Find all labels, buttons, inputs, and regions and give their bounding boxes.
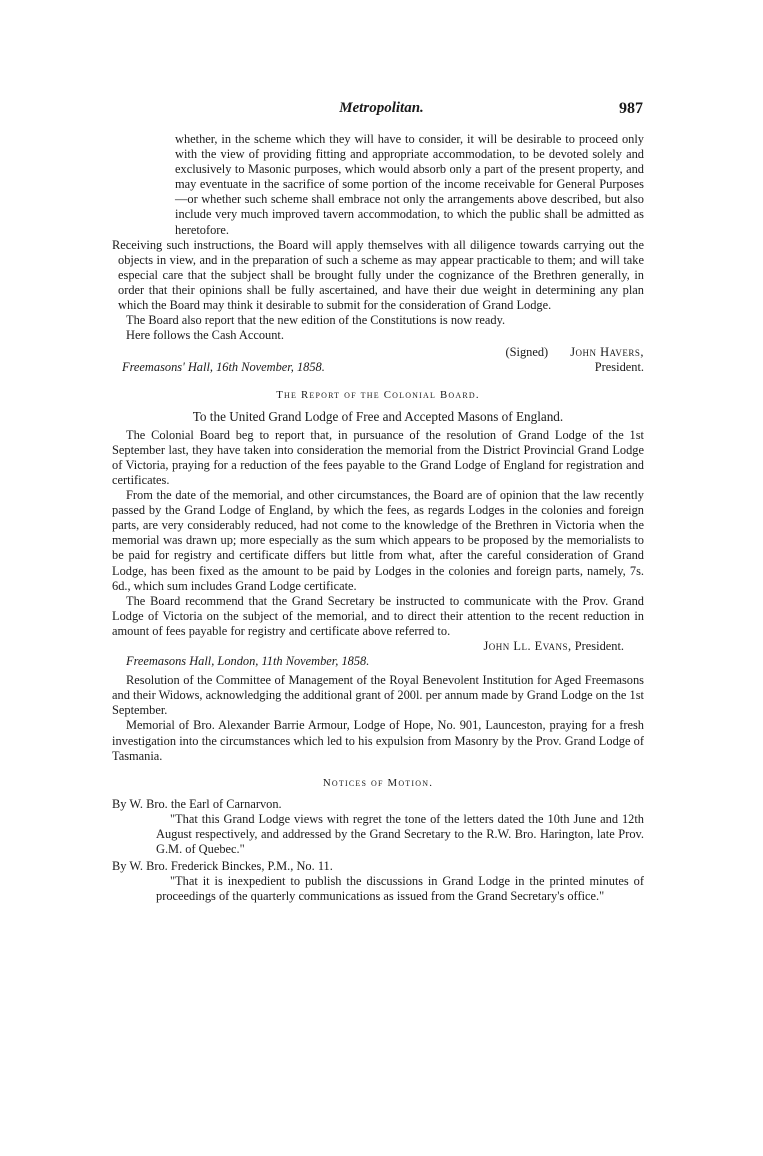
running-head — [0, 100, 763, 122]
signatory-havers: John Havers, — [570, 345, 644, 360]
notice-2-text: "That it is inexpedient to publish the discussions in Grand Lodge in the printed minutes of proceedings of the quarterly communications as issued from the Grand Secretary's office." — [156, 874, 644, 904]
indented-instruction-block: whether, in the scheme which they will have to consider, it will be desirable to proceed only with the view of providing fitting and appropriate accommodation, to be devoted solely and exclusively to Masonic purposes, which would absorb only a part of the present property, and may eventuate in the sacrifice of some portion of the income receivable for General Purposes—or whether such scheme shall embrace not only the arrangements above described, but also include very much improved tavern accommodation, to which the public shall be admitted as heretofore. — [175, 132, 644, 237]
signature-line — [112, 345, 644, 360]
signoff-evans — [112, 639, 644, 654]
title-havers: President. — [594, 360, 644, 375]
dateline-havers — [112, 360, 644, 375]
paragraph-constitutions: The Board also report that the new edition of the Constitutions is now ready. — [126, 313, 506, 328]
notice-1-text: "That this Grand Lodge views with regret the tone of the letters dated the 10th June and 12th August respectively, and addressed by the Grand Secretary to the R.W. Bro. Harington, late Prov. G.M. of Quebec." — [156, 811, 644, 857]
paragraph-memorial: Memorial of Bro. Alexander Barrie Armour, Lodge of Hope, No. 901, Launceston, praying for a fresh investigation into the circumstances which led to his expulsion from Masonry by the Prov. Grand Lodge of Tasmania. — [112, 718, 644, 763]
paragraph-receiving-instructions: Receiving such instructions, the Board will apply themselves with all diligence towards carrying out the objects in view, and in the preparation of such a scheme as may appear practicable to them; and will take especial care that the subject shall be brought fully under the cognizance of the Brethren generally, in order that their opinions shall be fully ascertained, and have their due weight in determining any plan which the Board may think it desirable to submit for the consideration of Grand Lodge. — [112, 237, 644, 313]
running-title: Metropolitan. — [339, 100, 424, 116]
paragraph-colonial-3: The Board recommend that the Grand Secretary be instructed to communicate with the Prov. Grand Lodge of Victoria on the subject of the memorial, and to direct their attention to the recent reduction in amount of fees payable for registry and certificate above referred to. — [112, 593, 644, 638]
paragraph-colonial-1: The Colonial Board beg to report that, in pursuance of the resolution of Grand Lodge of the 1st September last, they have taken into consideration the memorial from the District Provincial Grand Lodge of Victoria, praying for a reduction of the fees payable to the Grand Lodge of England for registration and certificates. — [112, 427, 644, 487]
signed-label: (Signed) — [505, 345, 549, 360]
notice-2-mover: By W. Bro. Frederick Binckes, P.M., No. 11. — [112, 859, 333, 874]
addressee-line: To the United Grand Lodge of Free and Accepted Masons of England. — [192, 408, 564, 424]
notice-1-mover: By W. Bro. the Earl of Carnarvon. — [112, 796, 282, 811]
signatory-evans: John Ll. Evans, — [483, 639, 572, 653]
paragraph-cash-account: Here follows the Cash Account. — [126, 328, 284, 343]
title-evans: President. — [574, 639, 624, 653]
date-evans: Freemasons Hall, London, 11th November, 1858. — [126, 654, 370, 669]
heading-colonial-board: The Report of the Colonial Board. — [276, 388, 480, 401]
page-number: 987 — [619, 100, 643, 117]
heading-notices-of-motion: Notices of Motion. — [322, 776, 434, 789]
date-havers: Freemasons' Hall, 16th November, 1858. — [122, 360, 325, 375]
paragraph-resolution: Resolution of the Committee of Management of the Royal Benevolent Institution for Aged Freemasons and their Widows, acknowledging the additional grant of 200l. per annum made by Grand Lodge on the 1st September. — [112, 673, 644, 718]
body-text — [112, 132, 644, 905]
paragraph-colonial-2: From the date of the memorial, and other circumstances, the Board are of opinion that the law recently passed by the Grand Lodge of England, by which the fees, as regards Lodges in the colonies and foreign parts, are very considerably reduced, had not come to the knowledge of the Brethren in Victoria when the memorial was drawn up; more especially as the sum which appears to be proposed by the memorialists to be paid for registry and certificate differs but little from what, after the careful consideration of Grand Lodge, has been fixed as the amount to be paid by Lodges in the colonies and foreign parts, namely, 7s. 6d., which sum includes Grand Lodge certificate. — [112, 488, 644, 593]
